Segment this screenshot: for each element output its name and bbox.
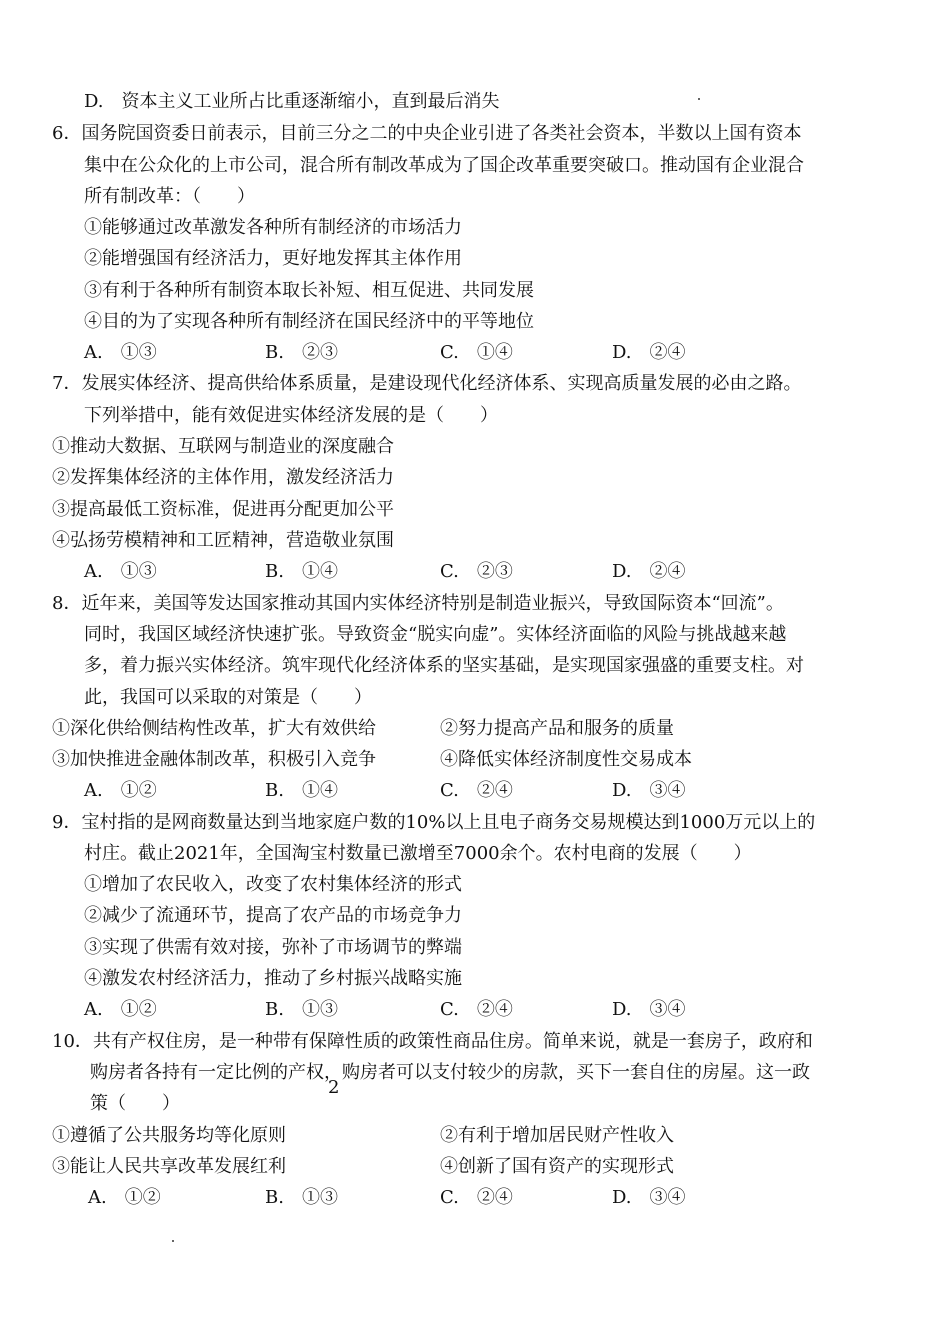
q9-choice-b: B. ①③	[265, 999, 338, 1020]
speck-mark	[698, 98, 700, 100]
q10-choice-c: C. ②④	[440, 1187, 513, 1208]
q10-stem-line2: 购房者各持有一定比例的产权，购房者可以支付较少的房款，买下一套自住的房屋。这一政	[90, 1062, 810, 1083]
q10-choice-a: A. ①②	[88, 1187, 161, 1208]
speck-mark	[172, 1240, 174, 1242]
q6-choice-d: D. ②④	[612, 342, 686, 363]
q7-item-2: ②发挥集体经济的主体作用，激发经济活力	[52, 467, 394, 488]
q10-item-4: ④创新了国有资产的实现形式	[440, 1156, 674, 1177]
q5-option-d: D. 资本主义工业所占比重逐渐缩小，直到最后消失	[84, 91, 500, 112]
q6-stem-line3: 所有制改革：（ ）	[84, 186, 255, 207]
q6-choice-c: C. ①④	[440, 342, 513, 363]
q6-item-4: ④目的为了实现各种所有制经济在国民经济中的平等地位	[84, 311, 534, 332]
q9-item-3: ③实现了供需有效对接，弥补了市场调节的弊端	[84, 937, 462, 958]
q10-stem-line1: 10．共有产权住房，是一种带有保障性质的政策性商品住房。简单来说，就是一套房子，政府和	[52, 1031, 813, 1052]
q10-choice-b: B. ①③	[265, 1187, 338, 1208]
q6-item-1: ①能够通过改革激发各种所有制经济的市场活力	[84, 217, 462, 238]
q9-item-1: ①增加了农民收入，改变了农村集体经济的形式	[84, 874, 462, 895]
q10-item-3: ③能让人民共享改革发展红利	[52, 1156, 286, 1177]
q8-stem-line4: 此，我国可以采取的对策是（ ）	[84, 687, 372, 708]
q8-stem-line2: 同时，我国区域经济快速扩张。导致资金“脱实向虚”。实体经济面临的风险与挑战越来越	[84, 624, 787, 645]
q8-item-2: ②努力提高产品和服务的质量	[440, 718, 674, 739]
q9-item-4: ④激发农村经济活力，推动了乡村振兴战略实施	[84, 968, 462, 989]
q7-choice-b: B. ①④	[265, 561, 338, 582]
q8-stem-line1: 8．近年来，美国等发达国家推动其国内实体经济特别是制造业振兴，导致国际资本“回流”。	[52, 593, 784, 614]
q6-choice-a: A. ①③	[84, 342, 157, 363]
q6-item-3: ③有利于各种所有制资本取长补短、相互促进、共同发展	[84, 280, 534, 301]
q8-item-1: ①深化供给侧结构性改革，扩大有效供给	[52, 718, 376, 739]
q10-stem-line3: 策（ ）	[90, 1093, 180, 1114]
q7-item-4: ④弘扬劳模精神和工匠精神，营造敬业氛围	[52, 530, 394, 551]
q9-choice-a: A. ①②	[84, 999, 157, 1020]
q8-item-3: ③加快推进金融体制改革，积极引入竞争	[52, 749, 376, 770]
q6-stem-line2: 集中在公众化的上市公司，混合所有制改革成为了国企改革重要突破口。推动国有企业混合	[84, 155, 804, 176]
q7-choice-d: D. ②④	[612, 561, 686, 582]
q8-item-4: ④降低实体经济制度性交易成本	[440, 749, 692, 770]
q7-choice-a: A. ①③	[84, 561, 157, 582]
q8-choice-c: C. ②④	[440, 780, 513, 801]
q7-choice-c: C. ②③	[440, 561, 513, 582]
q7-stem-line1: 7．发展实体经济、提高供给体系质量，是建设现代化经济体系、实现高质量发展的必由之路。	[52, 373, 802, 394]
q9-stem-line2: 村庄。截止2021年，全国淘宝村数量已激增至7000余个。农村电商的发展（ ）	[84, 843, 752, 864]
q6-choice-b: B. ②③	[265, 342, 338, 363]
q6-item-2: ②能增强国有经济活力，更好地发挥其主体作用	[84, 248, 462, 269]
q7-item-3: ③提高最低工资标准，促进再分配更加公平	[52, 499, 394, 520]
q6-stem-line1: 6．国务院国资委日前表示，目前三分之二的中央企业引进了各类社会资本，半数以上国有资本	[52, 123, 802, 144]
q8-choice-d: D. ③④	[612, 780, 686, 801]
q8-choice-b: B. ①④	[265, 780, 338, 801]
q7-item-1: ①推动大数据、互联网与制造业的深度融合	[52, 436, 394, 457]
q9-stem-line1: 9．宝村指的是网商数量达到当地家庭户数的10%以上且电子商务交易规模达到1000万元以上的	[52, 812, 816, 833]
q7-stem-line2: 下列举措中，能有效促进实体经济发展的是（ ）	[84, 405, 498, 426]
q9-item-2: ②减少了流通环节，提高了农产品的市场竞争力	[84, 905, 462, 926]
q10-choice-d: D. ③④	[612, 1187, 686, 1208]
q10-item-1: ①遵循了公共服务均等化原则	[52, 1125, 286, 1146]
q9-choice-c: C. ②④	[440, 999, 513, 1020]
page-number: 2	[328, 1077, 340, 1098]
q8-stem-line3: 多，着力振兴实体经济。筑牢现代化经济体系的坚实基础，是实现国家强盛的重要支柱。对	[84, 655, 804, 676]
q8-choice-a: A. ①②	[84, 780, 157, 801]
q10-item-2: ②有利于增加居民财产性收入	[440, 1125, 674, 1146]
q9-choice-d: D. ③④	[612, 999, 686, 1020]
